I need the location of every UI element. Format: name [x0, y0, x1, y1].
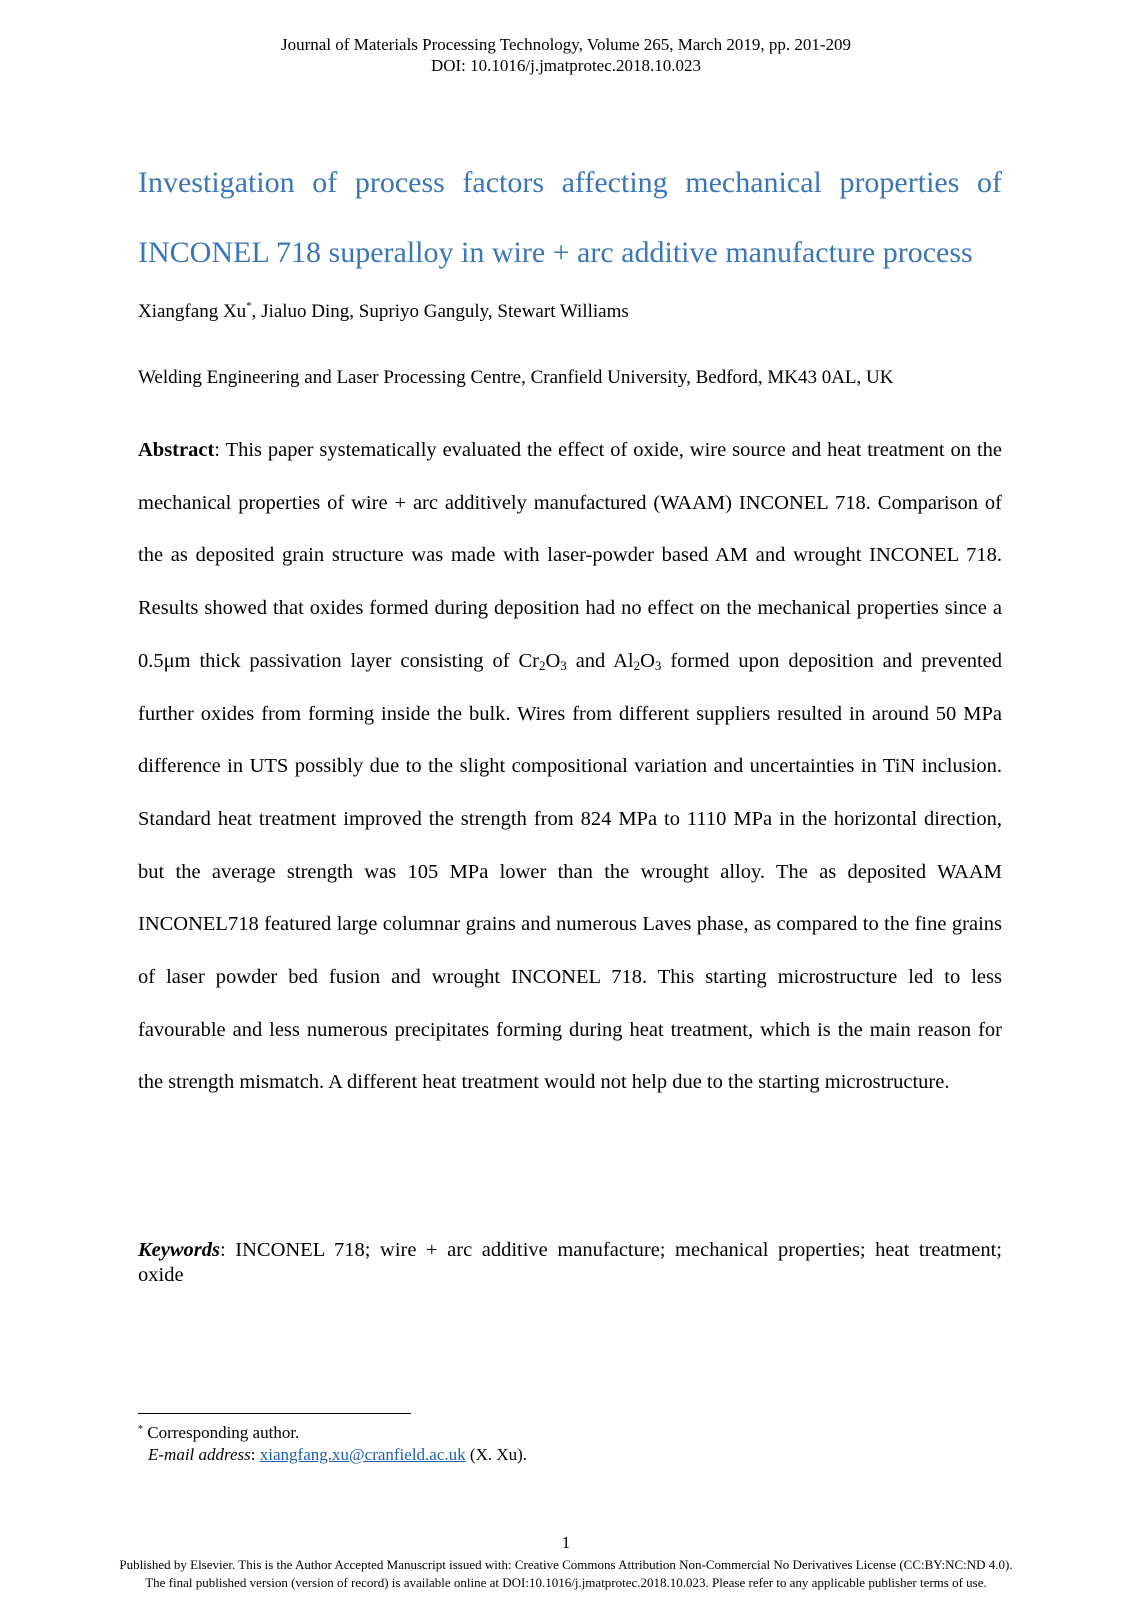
keywords-text: : INCONEL 718; wire + arc additive manufacture; mechanical properties; heat treatment; oxide: [138, 1239, 1002, 1286]
footnote-marker: *: [138, 1424, 143, 1435]
license-line-1: Published by Elsevier. This is the Author Accepted Manuscript issued with: Creative Commons Attribution Non-Commercial No Derivatives License (CC:BY:NC:ND 4.0).: [119, 1557, 1013, 1572]
email-link[interactable]: xiangfang.xu@cranfield.ac.uk: [259, 1445, 466, 1464]
license-notice: [0, 1556, 1132, 1592]
abstract-text: : This paper systematically evaluated the effect of oxide, wire source and heat treatment on the mechanical properties of wire + arc additively manufactured (WAAM) INCONEL 718. Comparison of the as deposited grain structure was made with laser-powder based AM and wrought INCONEL 718. Results showed that oxides formed during deposition had no effect on the mechanical properties since a 0.5μm thick passivation layer consisting of Cr: [138, 439, 1002, 672]
subscript: 2: [633, 657, 641, 673]
corresponding-label: Corresponding author.: [143, 1423, 300, 1442]
first-author: Xiangfang Xu: [138, 301, 247, 322]
abstract-text: and Al: [566, 649, 634, 672]
author-list: [138, 301, 629, 323]
abstract: [138, 424, 1002, 1109]
abstract-text: formed upon deposition and prevented further oxides from forming inside the bulk. Wires from different suppliers resulted in around 50 MPa difference in UTS possibly due to the slight compositional variation and uncertainties in TiN inclusion. Standard heat treatment improved the strength from 824 MPa to 1110 MPa in the horizontal direction, but the average strength was 105 MPa lower than the wrought alloy. The as deposited WAAM INCONEL718 featured large columnar grains and numerous Laves phase, as compared to the fine grains of laser powder bed fusion and wrought INCONEL 718. This starting microstructure led to less favourable and less numerous precipitates forming during heat treatment, which is the main reason for the strength mismatch. A different heat treatment would not help due to the starting microstructure.: [138, 649, 1003, 1094]
email-label: E-mail address: [148, 1445, 251, 1464]
footnote-divider: [138, 1413, 411, 1414]
affiliation: Welding Engineering and Laser Processing Centre, Cranfield University, Bedford, MK43 0AL, UK: [138, 367, 894, 388]
keywords-label: Keywords: [138, 1239, 220, 1261]
corresponding-author-note: [138, 1422, 527, 1444]
license-line-2: The final published version (version of record) is available online at DOI:10.1016/j.jmatprotec.2018.10.023. Please refer to any applicable publisher terms of use.: [145, 1575, 987, 1590]
journal-citation: Journal of Materials Processing Technology, Volume 265, March 2019, pp. 201-209: [281, 35, 851, 54]
footnote: [138, 1422, 527, 1466]
running-head: [0, 34, 1132, 76]
doi-line: DOI: 10.1016/j.jmatprotec.2018.10.023: [430, 56, 702, 75]
email-separator: :: [250, 1445, 260, 1464]
corresponding-marker: *: [246, 300, 252, 312]
subscript: 3: [560, 657, 567, 673]
email-suffix: (X. Xu).: [465, 1445, 528, 1464]
abstract-label: Abstract: [138, 439, 215, 461]
subscript: 2: [538, 657, 546, 673]
keywords: [138, 1238, 1002, 1288]
email-line: [138, 1444, 527, 1466]
co-authors: , Jialuo Ding, Supriyo Ganguly, Stewart Williams: [251, 301, 629, 322]
abstract-text: O: [545, 649, 561, 672]
page-number: 1: [561, 1533, 571, 1552]
subscript: 3: [654, 657, 662, 673]
paper-title: Investigation of process factors affecting mechanical properties of INCONEL 718 superalloy in wire + arc additive manufacture process: [138, 166, 1002, 269]
abstract-text: O: [640, 649, 655, 672]
